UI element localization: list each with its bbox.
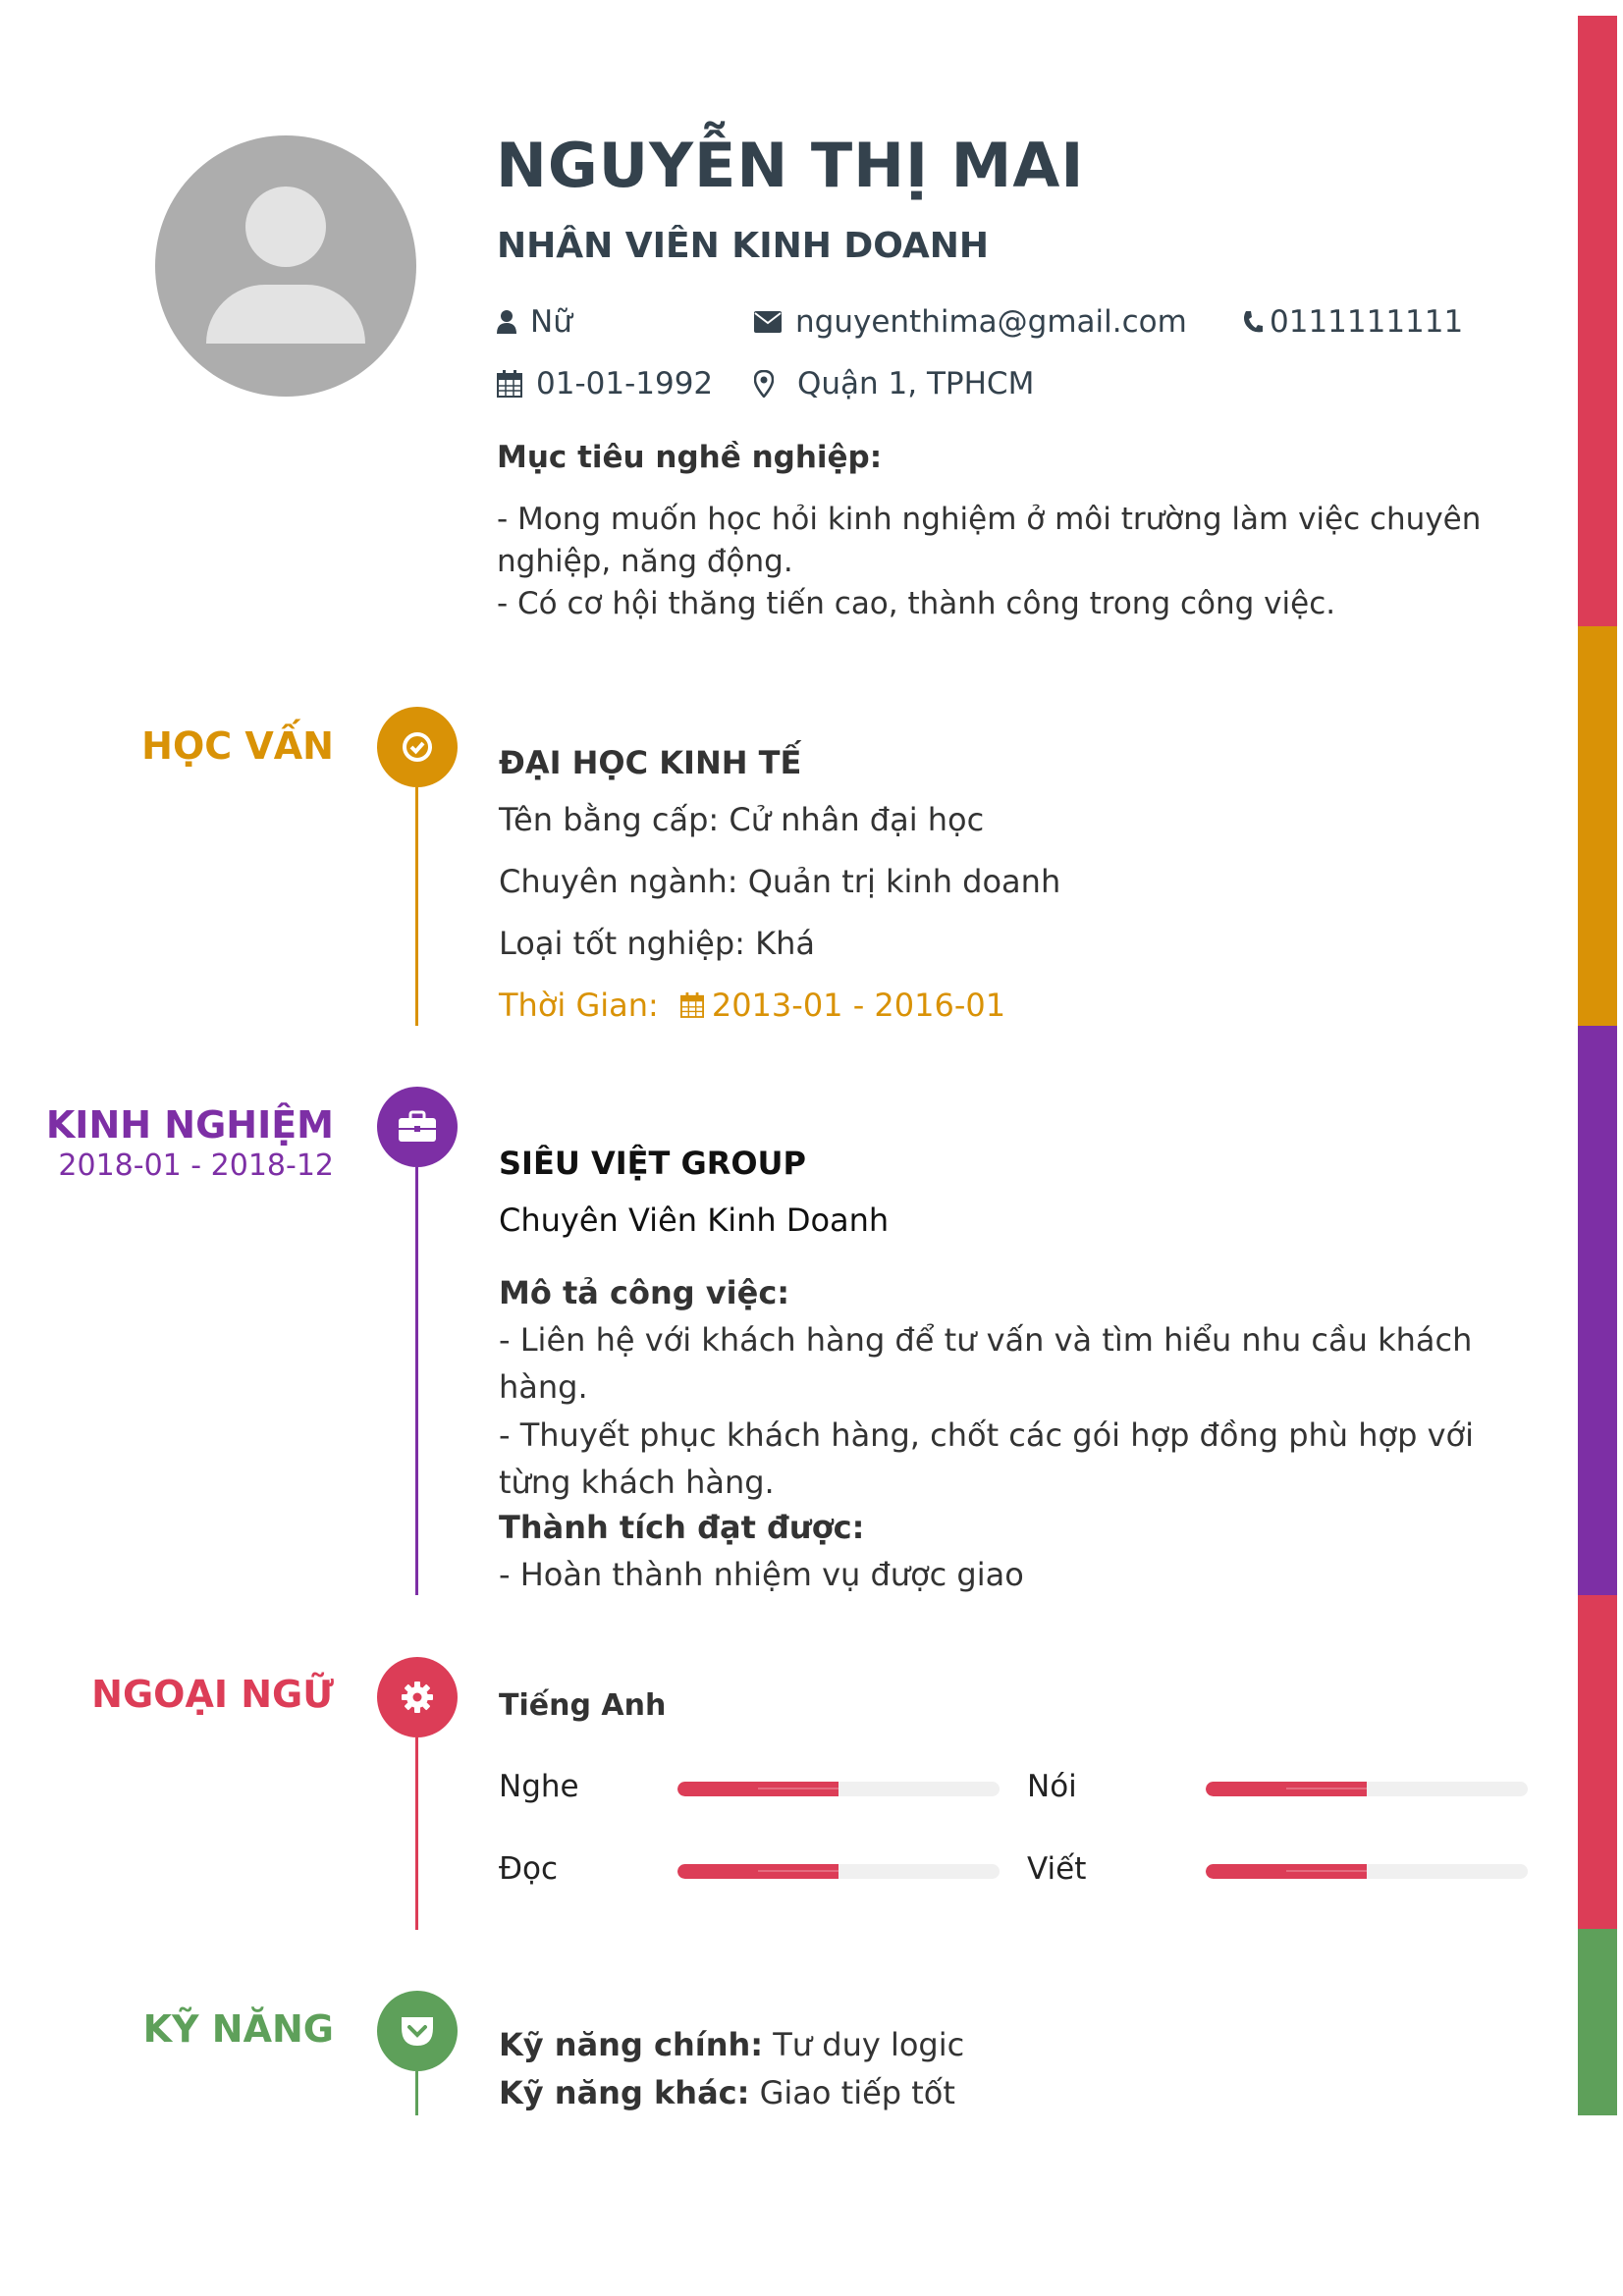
objective-heading: Mục tiêu nghề nghiệp: [497,440,883,475]
briefcase-icon [398,1110,437,1144]
envelope-icon [754,311,782,333]
phone-icon [1242,310,1264,334]
objective-text: - Mong muốn học hỏi kinh nghiệm ở môi trường làm việc chuyên nghiệp, năng động. - Có cơ hội thăng tiến cao, thành công trong công việc. [497,502,1482,621]
skills-main [499,2026,964,2063]
language-skill-label: Đọc [499,1851,559,1887]
address-info [754,366,1034,401]
experience-section-title: KINH NGHIỆM [45,1103,334,1147]
avatar-body [206,285,365,344]
language-skill-label: Nghe [499,1769,579,1804]
language-skill-bar-fill [1206,1864,1367,1879]
experience-desc-1: - Liên hệ với khách hàng để tư vấn và tìm hiểu nhu cầu khách [499,1321,1473,1359]
education-grade: Loại tốt nghiệp: Khá [499,925,815,962]
language-skill-bar [1206,1864,1528,1879]
language-skill-bar-fill [677,1782,839,1796]
language-skill-bar [1206,1782,1528,1796]
check-circle-icon [401,730,434,764]
address-text: Quận 1, TPHCM [797,366,1035,401]
experience-desc-2: - Thuyết phục khách hàng, chốt các gói hợp đồng phù hợp với [499,1416,1474,1454]
experience-position: Chuyên Viên Kinh Doanh [499,1201,890,1239]
language-name: Tiếng Anh [499,1688,667,1723]
experience-company: SIÊU VIỆT GROUP [499,1145,806,1182]
language-skill-label: Viết [1027,1851,1087,1887]
language-circle [377,1657,458,1737]
gear-icon [400,1680,435,1715]
language-timeline-line [415,1737,418,1930]
skills-other-label: Kỹ năng khác: [499,2074,750,2111]
user-icon [497,309,516,335]
language-skill-bar [677,1782,1000,1796]
skills-section-title: KỸ NĂNG [142,2007,334,2051]
experience-achieve-heading: Thành tích đạt được: [499,1509,865,1546]
experience-circle [377,1087,458,1167]
calendar-icon [497,370,522,398]
map-marker-icon [754,370,774,398]
color-strip-orange [1578,626,1617,1026]
education-timeline-line [415,787,418,1026]
skills-other-value: Giao tiếp tốt [759,2074,955,2111]
education-degree: Tên bằng cấp: Cử nhân đại học [499,801,985,838]
pocket-icon [400,2014,435,2048]
birthday-info [497,366,713,401]
skills-other [499,2074,955,2111]
language-skill-bar [677,1864,1000,1879]
birthday-text: 01-01-1992 [536,366,714,401]
phone-text[interactable]: 0111111111 [1270,304,1464,340]
experience-desc-2b: từng khách hàng. [499,1464,775,1501]
calendar-icon [680,992,704,1018]
experience-period: 2018-01 - 2018-12 [58,1148,334,1183]
skills-main-label: Kỹ năng chính: [499,2026,764,2063]
skills-timeline-line [415,2071,418,2115]
color-strip-red [1578,1595,1617,1929]
experience-achieve-1: - Hoàn thành nhiệm vụ được giao [499,1556,1024,1593]
full-name: NGUYỄN THỊ MAI [496,130,1085,201]
skills-main-value: Tư duy logic [773,2026,965,2063]
experience-timeline-line [415,1167,418,1595]
language-skill-bar-fill [677,1864,839,1879]
avatar [155,135,416,397]
education-major: Chuyên ngành: Quản trị kinh doanh [499,863,1061,900]
email-info [754,304,1187,340]
skills-circle [377,1991,458,2071]
language-skill-bar-fill [1206,1782,1367,1796]
language-skill-label: Nói [1027,1769,1077,1804]
education-time-label: Thời Gian: [499,987,659,1024]
phone-info [1242,304,1463,340]
gender-info [497,304,572,340]
color-strip-purple [1578,1026,1617,1595]
education-time-value: 2013-01 - 2016-01 [711,987,1006,1024]
avatar-head [245,187,326,267]
gender-text: Nữ [530,304,572,340]
education-section-title: HỌC VẤN [141,724,334,768]
experience-desc-1b: hàng. [499,1368,588,1406]
color-strip-red-top [1578,16,1617,626]
language-section-title: NGOẠI NGỮ [91,1673,334,1716]
education-circle [377,707,458,787]
email-text[interactable]: nguyenthima@gmail.com [795,304,1187,340]
education-time [499,987,1005,1024]
education-school: ĐẠI HỌC KINH TẾ [499,744,802,781]
job-title: NHÂN VIÊN KINH DOANH [497,226,990,266]
color-strip-green [1578,1929,1617,2115]
experience-desc-heading: Mô tả công việc: [499,1274,790,1311]
